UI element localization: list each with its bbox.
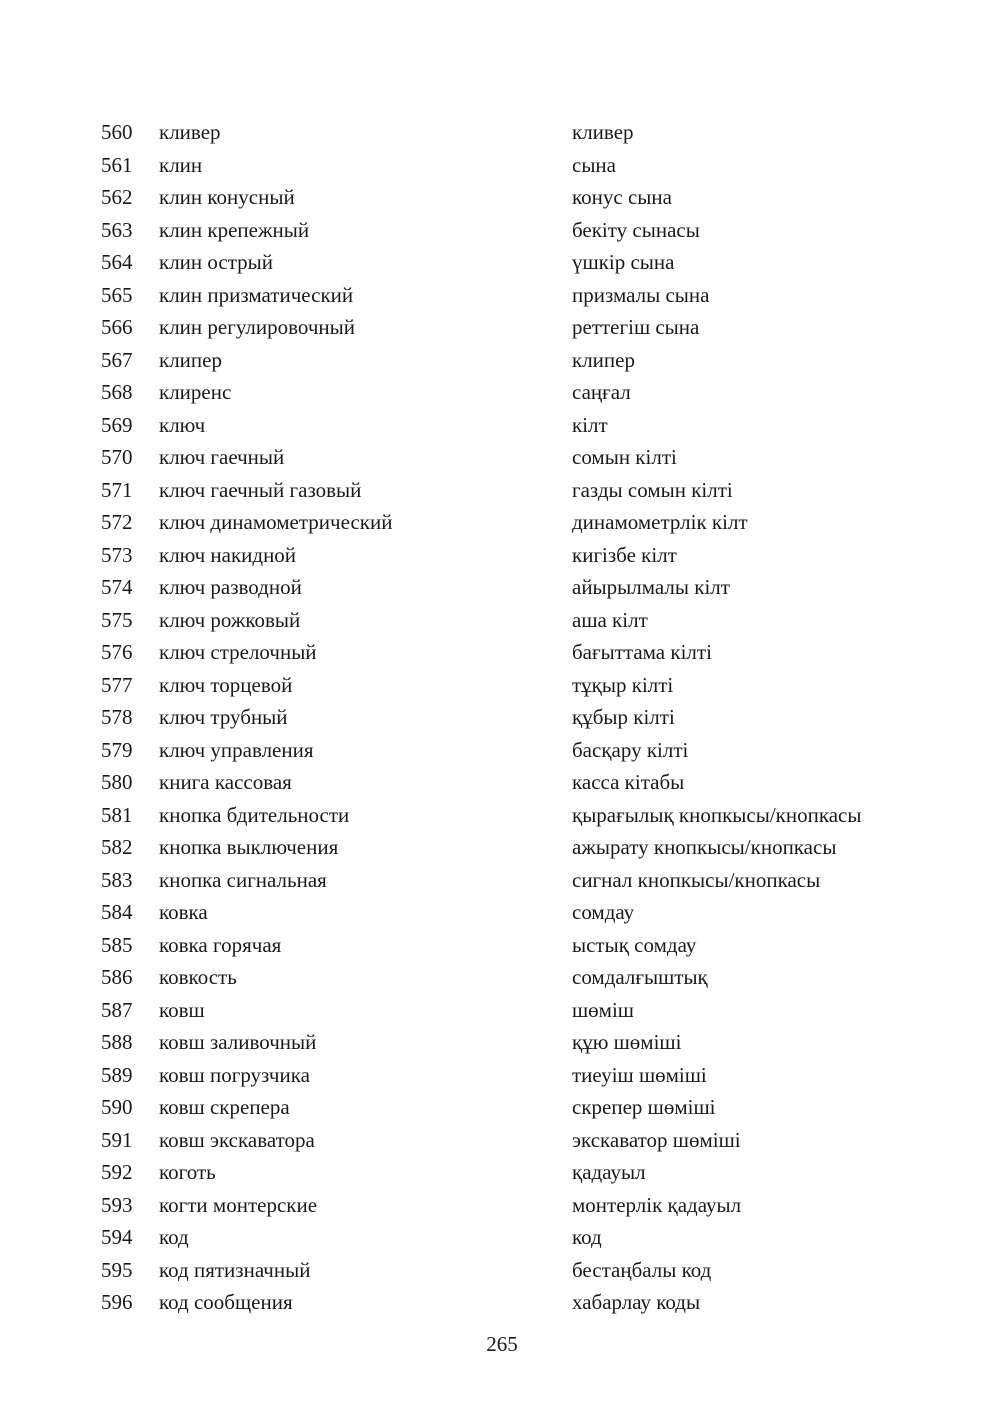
entry-kazakh-term: қырағылық кнопкысы/кнопкасы	[572, 802, 862, 827]
entry-russian-term: клин крепежный	[159, 217, 310, 242]
glossary-entry	[0, 214, 1004, 247]
entry-number: 574	[101, 575, 133, 599]
entry-number: 561	[101, 152, 133, 177]
entry-russian-term: когти монтерские	[159, 1192, 318, 1217]
entry-russian-term: ключ разводной	[159, 575, 302, 599]
entry-russian-term: ковка	[159, 900, 208, 924]
entry-number: 566	[101, 315, 133, 339]
entry-number: 594	[101, 1225, 133, 1249]
entry-kazakh-term: хабарлау коды	[572, 1290, 701, 1314]
entry-russian-term: кнопка бдительности	[159, 802, 350, 827]
entry-russian-term: ковш погрузчика	[159, 1062, 310, 1087]
entry-russian-term: ковка горячая	[159, 932, 282, 957]
entry-russian-term: книга кассовая	[159, 770, 292, 794]
entry-number: 569	[101, 412, 133, 437]
entry-kazakh-term: бекіту сынасы	[572, 217, 700, 242]
entry-kazakh-term: кливер	[572, 120, 634, 144]
glossary-entry	[0, 1059, 1004, 1092]
entry-russian-term: кнопка сигнальная	[159, 867, 327, 892]
entry-russian-term: ковш заливочный	[159, 1030, 317, 1054]
entry-russian-term: ключ динамометрический	[159, 510, 393, 534]
entry-kazakh-term: құбыр кілті	[572, 705, 675, 729]
entry-russian-term: ключ управления	[159, 737, 314, 762]
glossary-entry	[0, 1254, 1004, 1287]
entry-russian-term: ключ трубный	[159, 705, 288, 729]
glossary-entry	[0, 506, 1004, 539]
glossary-entry	[0, 571, 1004, 604]
entry-russian-term: коготь	[159, 1160, 216, 1184]
entry-number: 595	[101, 1257, 133, 1282]
entry-number: 584	[101, 900, 133, 924]
entry-kazakh-term: сына	[572, 152, 616, 177]
entry-kazakh-term: ажырату кнопкысы/кнопкасы	[572, 835, 837, 859]
entry-number: 563	[101, 217, 133, 242]
entry-kazakh-term: конус сына	[572, 185, 672, 209]
glossary-entry	[0, 701, 1004, 734]
entry-number: 596	[101, 1290, 133, 1314]
glossary-entry	[0, 279, 1004, 312]
entry-number: 592	[101, 1160, 133, 1184]
entry-russian-term: клин острый	[159, 250, 274, 274]
glossary-entry	[0, 1091, 1004, 1124]
entry-kazakh-term: экскаватор шөміші	[572, 1127, 741, 1152]
entry-number: 562	[101, 185, 133, 209]
entry-number: 576	[101, 640, 133, 664]
entry-russian-term: ковкость	[159, 965, 237, 989]
glossary-entry	[0, 669, 1004, 702]
entry-kazakh-term: сомдалғыштық	[572, 965, 708, 989]
entry-russian-term: клин призматический	[159, 282, 354, 307]
glossary-entry	[0, 376, 1004, 409]
entry-kazakh-term: аша кілт	[572, 607, 648, 632]
entry-number: 564	[101, 250, 133, 274]
entry-russian-term: ковш	[159, 997, 205, 1022]
entry-kazakh-term: кигізбе кілт	[572, 542, 677, 567]
entry-number: 580	[101, 770, 133, 794]
entry-russian-term: код сообщения	[159, 1290, 293, 1314]
entry-russian-term: ключ накидной	[159, 542, 297, 567]
glossary-entry	[0, 311, 1004, 344]
entry-russian-term: ковш скрепера	[159, 1095, 290, 1119]
glossary-list	[0, 116, 1004, 1319]
glossary-entry	[0, 896, 1004, 929]
glossary-entry	[0, 181, 1004, 214]
entry-russian-term: ключ рожковый	[159, 607, 301, 632]
glossary-entry	[0, 1156, 1004, 1189]
entry-kazakh-term: шөміш	[572, 997, 634, 1022]
entry-russian-term: код	[159, 1225, 189, 1249]
entry-number: 568	[101, 380, 133, 404]
entry-kazakh-term: айырылмалы кілт	[572, 575, 730, 599]
glossary-entry	[0, 636, 1004, 669]
glossary-entry	[0, 1026, 1004, 1059]
entry-kazakh-term: сомдау	[572, 900, 635, 924]
entry-kazakh-term: бестаңбалы код	[572, 1257, 712, 1282]
glossary-entry	[0, 1189, 1004, 1222]
entry-kazakh-term: үшкір сына	[572, 250, 675, 274]
entry-kazakh-term: сомын кілті	[572, 445, 677, 469]
entry-kazakh-term: саңғал	[572, 380, 631, 404]
entry-kazakh-term: монтерлік қадауыл	[572, 1192, 742, 1217]
entry-kazakh-term: клипер	[572, 347, 635, 372]
glossary-entry	[0, 799, 1004, 832]
entry-russian-term: клипер	[159, 347, 222, 372]
entry-number: 573	[101, 542, 133, 567]
entry-russian-term: клин	[159, 152, 203, 177]
entry-russian-term: код пятизначный	[159, 1257, 311, 1282]
glossary-entry	[0, 246, 1004, 279]
glossary-entry	[0, 604, 1004, 637]
glossary-entry	[0, 1124, 1004, 1157]
entry-kazakh-term: құю шөміші	[572, 1030, 682, 1054]
entry-kazakh-term: басқару кілті	[572, 737, 689, 762]
entry-kazakh-term: динамометрлік кілт	[572, 510, 748, 534]
glossary-entry	[0, 864, 1004, 897]
entry-number: 587	[101, 997, 133, 1022]
entry-russian-term: клин конусный	[159, 185, 295, 209]
entry-number: 585	[101, 932, 133, 957]
glossary-entry	[0, 961, 1004, 994]
entry-number: 590	[101, 1095, 133, 1119]
glossary-entry	[0, 116, 1004, 149]
entry-number: 591	[101, 1127, 133, 1152]
entry-kazakh-term: кілт	[572, 412, 608, 437]
entry-kazakh-term: ыстық сомдау	[572, 932, 697, 957]
entry-russian-term: ключ	[159, 412, 206, 437]
entry-kazakh-term: призмалы сына	[572, 282, 710, 307]
glossary-entry	[0, 766, 1004, 799]
entry-number: 560	[101, 120, 133, 144]
entry-number: 575	[101, 607, 133, 632]
entry-kazakh-term: тиеуіш шөміші	[572, 1062, 707, 1087]
entry-kazakh-term: сигнал кнопкысы/кнопкасы	[572, 867, 821, 892]
entry-kazakh-term: реттегіш сына	[572, 315, 700, 339]
entry-kazakh-term: код	[572, 1225, 602, 1249]
glossary-entry	[0, 474, 1004, 507]
entry-russian-term: клиренс	[159, 380, 232, 404]
glossary-entry	[0, 441, 1004, 474]
entry-number: 586	[101, 965, 133, 989]
entry-kazakh-term: газды сомын кілті	[572, 477, 733, 502]
entry-russian-term: ключ торцевой	[159, 672, 293, 697]
entry-number: 589	[101, 1062, 133, 1087]
glossary-entry	[0, 1286, 1004, 1319]
entry-russian-term: ковш экскаватора	[159, 1127, 315, 1152]
entry-russian-term: кливер	[159, 120, 221, 144]
entry-number: 579	[101, 737, 133, 762]
glossary-entry	[0, 929, 1004, 962]
entry-kazakh-term: скрепер шөміші	[572, 1095, 716, 1119]
entry-number: 570	[101, 445, 133, 469]
entry-number: 582	[101, 835, 133, 859]
glossary-entry	[0, 734, 1004, 767]
entry-russian-term: ключ гаечный газовый	[159, 477, 362, 502]
entry-russian-term: кнопка выключения	[159, 835, 339, 859]
entry-number: 577	[101, 672, 133, 697]
entry-number: 593	[101, 1192, 133, 1217]
glossary-entry	[0, 994, 1004, 1027]
entry-russian-term: клин регулировочный	[159, 315, 356, 339]
glossary-entry	[0, 831, 1004, 864]
entry-number: 578	[101, 705, 133, 729]
entry-russian-term: ключ стрелочный	[159, 640, 317, 664]
entry-number: 588	[101, 1030, 133, 1054]
entry-kazakh-term: касса кітабы	[572, 770, 685, 794]
entry-russian-term: ключ гаечный	[159, 445, 285, 469]
glossary-entry	[0, 409, 1004, 442]
glossary-entry	[0, 344, 1004, 377]
glossary-entry	[0, 1221, 1004, 1254]
entry-kazakh-term: бағыттама кілті	[572, 640, 712, 664]
entry-number: 571	[101, 477, 133, 502]
entry-number: 567	[101, 347, 133, 372]
entry-kazakh-term: қадауыл	[572, 1160, 646, 1184]
entry-number: 572	[101, 510, 133, 534]
glossary-entry	[0, 539, 1004, 572]
entry-number: 581	[101, 802, 133, 827]
page-number: 265	[486, 1332, 518, 1356]
entry-number: 565	[101, 282, 133, 307]
entry-kazakh-term: тұқыр кілті	[572, 672, 674, 697]
entry-number: 583	[101, 867, 133, 892]
glossary-entry	[0, 149, 1004, 182]
